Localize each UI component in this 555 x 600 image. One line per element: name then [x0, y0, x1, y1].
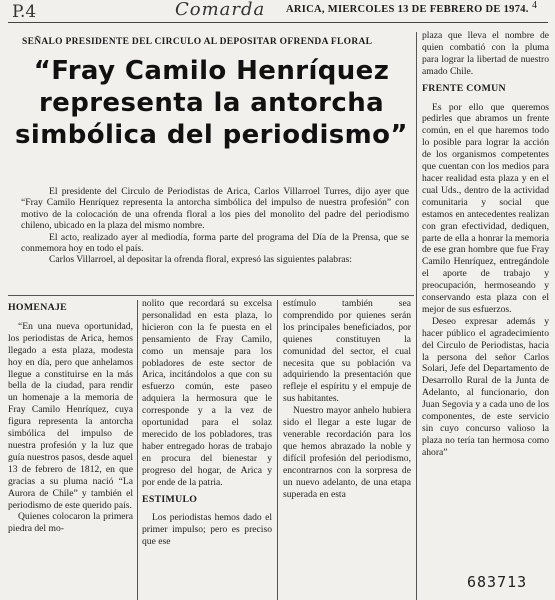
body-paragraph: Es por ello que queremos pedirles que abramos un frente común, en el que haremos todo lo posible para lograr la acción de los organismos competentes que cuentan con los medios para hacer realidad esta plaza y en el cual Uds., dentro de la actividad comunitaria y social que estamos en antecedentes realizan con gran efectividad, dediquen, parte de ella a honrar la memoria de ese gran hombre que fue Fray Camilo Henríquez, entregándole el aporte de trabajo y preocupación, hermoseando y conservando esta plaza con el mejor de sus esfuerzos.: [422, 101, 549, 315]
lead-paragraph: El acto, realizado ayer al mediodía, forma parte del programa del Día de la Prensa, que se conmemora hoy en todo el país.: [21, 231, 409, 255]
header-rule: [8, 22, 548, 23]
column-rule: [416, 32, 417, 600]
article-kicker: SEÑALO PRESIDENTE DEL CIRCULO AL DEPOSITAR OFRENDA FLORAL: [22, 37, 373, 47]
article-column-2: [142, 298, 272, 548]
subhead-estimulo: ESTIMULO: [142, 493, 198, 505]
lead-paragraph: Carlos Villarroel, al depositar la ofrenda floral, expresó las siguientes palabras:: [49, 254, 352, 266]
body-paragraph: Quienes colocaron la primera piedra del mo-: [8, 511, 133, 535]
subhead-frente-comun: FRENTE COMUN: [422, 82, 506, 94]
article-column-3: [283, 298, 411, 500]
lead-paragraph: El presidente del Circulo de Periodistas de Arica, Carlos Villarroel Turres, dijo ayer que “Fray Camilo Henríquez representa la antorcha simbólica del impulso de nuestra profesión” con motivo de la colocación de una ofrenda floral a los pies del monolito del padre del periodismo chileno, ubicado en la plaza del mismo nombre.: [21, 186, 409, 232]
lead-body: [21, 186, 409, 266]
column-rule: [137, 300, 138, 600]
article-column-4: [422, 30, 549, 459]
page-reference: 4: [532, 0, 537, 11]
subhead-homenaje: HOMENAJE: [8, 302, 68, 313]
article-lead: [8, 28, 415, 303]
article-headline: “Fray Camilo Henríquez representa la antorcha simbólica del periodismo”: [15, 56, 408, 150]
body-paragraph: estímulo también sea comprendido por quienes serán los principales beneficiados, por quienes constituyen la comunidad del sector, el cual necesita que su población va adquiriendo la presentación que refleje el espíritu y el empuje de sus habitantes.: [283, 298, 411, 405]
lead-divider: [8, 295, 414, 296]
dateline: ARICA, MIERCOLES 13 DE FEBRERO DE 1974.: [286, 4, 529, 15]
body-paragraph: Nuestro mayor anhelo hubiera sido el llegar a este lugar de venerable recordación para los que hemos abrazado la noble y difícil profesión del periodismo, encontrarnos con la sorpresa de un nuevo adelanto, de una etapa superada en esta: [283, 405, 411, 500]
body-paragraph: plaza que lleva el nombre de quien combatió con la pluma para lograr la libertad de nuestro amado Chile.: [422, 30, 549, 77]
body-paragraph: Los periodistas hemos dado el primer impulso; pero es preciso que ese: [142, 512, 272, 548]
newspaper-name: Comarda: [175, 0, 266, 20]
article-column-1: [8, 298, 133, 535]
page-number: P.4: [12, 2, 37, 22]
body-paragraph: “En una nueva oportunidad, los periodistas de Arica, hemos llegado a esta plaza, modesta hoy en día, pero que anhelamos llegue a constituirse en la más bella de la ciudad, para rendir un homenaje a la memoria de Fray Camilo Henríquez, cuya figura representa la antorcha simbólica del impulso de nuestra profesión y la luz que guía nuestros pasos, desde aquel 13 de febrero de 1812, en que gracias a su pluma nació “La Aurora de Chile” y también el periodismo de este querido país.: [8, 320, 133, 511]
column-rule: [277, 300, 278, 600]
page-header: [0, 0, 555, 28]
body-paragraph: Deseo expresar además y hacer público el agradecimiento del Circulo de Periodistas, hacia la persona del señor Carlos Solari, Jefe del Departamento de Desarrollo Rural de la Junta de Adelanto, al funcionario, don Juan Segovia y a cada uno de los componentes, de este servicio sin cuyo concurso valioso la plaza no tería tan hermosa como ahora”: [422, 315, 549, 458]
handwritten-annotation: 683713: [467, 573, 528, 591]
body-paragraph: nolito que recordará su excelsa personalidad en esta plaza, lo hicieron con la fe puesta en el pensamiento de Fray Camilo, como un mensaje para los pobladores de este sector de Arica, incitándolos a que con su esfuerzo común, este paseo adquiera la hermosura que le corresponde y a la vez de oportunidad para el solaz merecido de los pobladores, tras haber entregado horas de trabajo en procura del bienestar y progreso del hogar, de Arica y por ende de la patria.: [142, 298, 272, 488]
